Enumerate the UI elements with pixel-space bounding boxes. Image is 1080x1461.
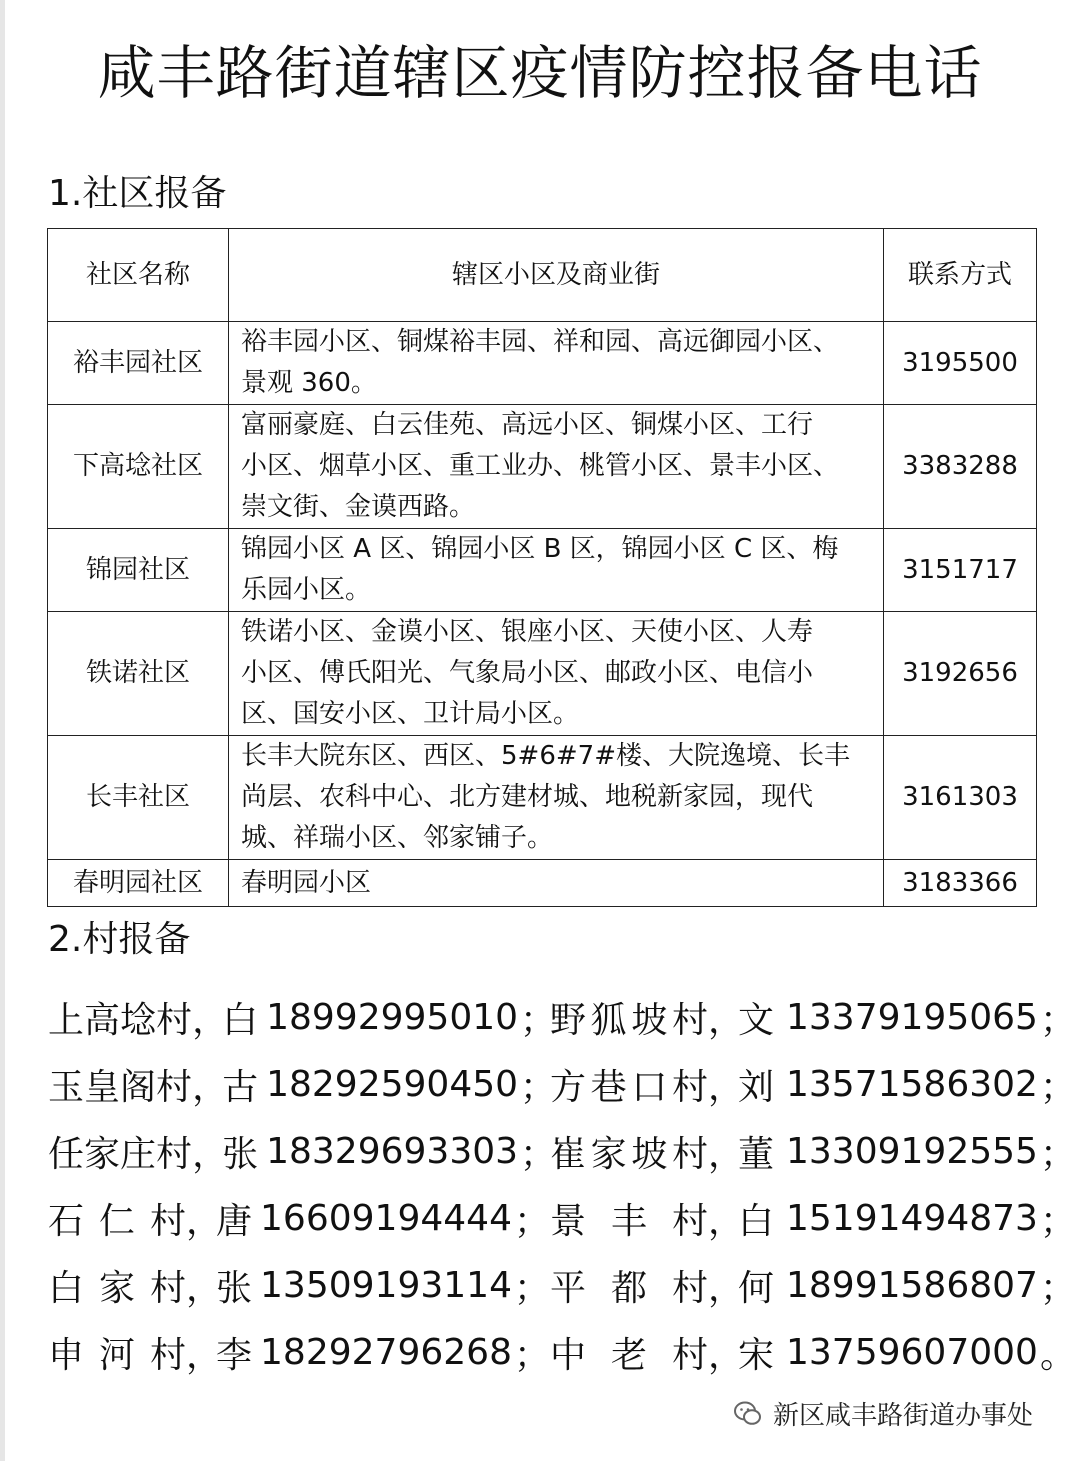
header-contact: 联系方式 (884, 229, 1037, 322)
contact-person: 白 (222, 1000, 259, 1041)
village-entry (550, 1126, 1076, 1177)
entry-punctuation: ； (513, 1268, 550, 1309)
village-name: 崔 家 坡 村 (550, 1134, 708, 1175)
village-name: 石 仁 村 (48, 1201, 187, 1242)
contact-phone: 13379195065 (786, 997, 1038, 1038)
area-line: 小区、傅氏阳光、气象局小区、邮政小区、电信小 (241, 658, 814, 688)
village-name: 上 高 埝 村 (48, 1000, 193, 1041)
area-cell (229, 322, 884, 405)
contact-phone: 13571586302 (786, 1064, 1038, 1105)
separator: ， (186, 1335, 223, 1376)
village-line (48, 984, 1076, 1051)
village-entry (48, 1193, 550, 1244)
village-line (48, 1252, 1076, 1319)
area-cell (229, 612, 884, 736)
community-name-cell: 铁诺社区 (48, 612, 229, 736)
contact-person: 白 (738, 1201, 775, 1242)
contact-phone: 13509193114 (260, 1265, 512, 1306)
area-line: 富丽豪庭、白云佳苑、高远小区、铜煤小区、工行 (241, 410, 814, 440)
table-header-row (48, 229, 1037, 322)
village-entry (550, 1059, 1076, 1110)
area-line: 长丰大院东区、西区、5#6#7#楼、大院逸境、长丰 (241, 741, 850, 771)
contact-person: 董 (738, 1134, 775, 1175)
contact-phone-cell: 3183366 (884, 860, 1037, 907)
contact-person: 何 (738, 1268, 775, 1309)
community-name-cell: 锦园社区 (48, 529, 229, 612)
village-entry (48, 1327, 550, 1378)
header-area: 辖区小区及商业街 (229, 229, 884, 322)
table-row (48, 612, 1037, 736)
village-entry (550, 992, 1076, 1043)
village-name: 野 狐 坡 村 (550, 1000, 708, 1041)
contact-phone: 18292590450 (266, 1064, 519, 1105)
village-line (48, 1051, 1076, 1118)
contact-person: 李 (216, 1335, 253, 1376)
village-entry (48, 1059, 557, 1110)
village-entry (48, 1126, 557, 1177)
area-line: 区、国安小区、卫计局小区。 (241, 699, 580, 729)
area-line: 尚层、农科中心、北方建材城、地税新家园，现代 (241, 782, 814, 812)
village-entry (48, 992, 557, 1043)
area-line: 春明园小区 (241, 867, 372, 898)
entry-punctuation: ； (1039, 1000, 1076, 1041)
table-row (48, 860, 1037, 907)
entry-punctuation: ； (513, 1201, 550, 1242)
contact-person: 宋 (738, 1335, 775, 1376)
separator: ， (708, 1201, 745, 1242)
separator: ， (186, 1268, 223, 1309)
area-cell (229, 405, 884, 529)
village-list (48, 984, 1076, 1386)
area-cell (229, 529, 884, 612)
area-line: 景观 360。 (241, 368, 377, 398)
contact-person: 张 (222, 1134, 259, 1175)
section-heading-village: 2.村报备 (48, 919, 191, 960)
entry-punctuation: ； (520, 1000, 557, 1041)
footer-text: 新区咸丰路街道办事处 (773, 1401, 1034, 1431)
header-community-name: 社区名称 (48, 229, 229, 322)
contact-person: 张 (216, 1268, 253, 1309)
entry-punctuation: ； (1039, 1201, 1076, 1242)
village-line (48, 1118, 1076, 1185)
section-heading-community: 1.社区报备 (48, 173, 227, 214)
village-entry (550, 1193, 1076, 1244)
contact-phone: 16609194444 (260, 1198, 512, 1239)
village-entry (48, 1260, 550, 1311)
village-name: 任 家 庄 村 (48, 1134, 193, 1175)
community-name-cell: 下高埝社区 (48, 405, 229, 529)
separator: ， (708, 1000, 745, 1041)
wechat-icon (733, 1399, 763, 1429)
village-name: 方 巷 口 村 (550, 1067, 708, 1108)
table-row (48, 529, 1037, 612)
contact-phone-cell: 3383288 (884, 405, 1037, 529)
contact-phone: 13759607000 (786, 1332, 1038, 1373)
contact-phone: 18991586807 (786, 1265, 1038, 1306)
entry-punctuation: ； (520, 1134, 557, 1175)
contact-phone: 15191494873 (786, 1198, 1038, 1239)
entry-punctuation: ； (1039, 1134, 1076, 1175)
contact-phone-cell: 3161303 (884, 736, 1037, 860)
entry-punctuation: 。 (1039, 1335, 1076, 1376)
area-cell (229, 736, 884, 860)
contact-phone-cell: 3195500 (884, 322, 1037, 405)
village-name: 平 都 村 (550, 1268, 708, 1309)
separator: ， (186, 1201, 223, 1242)
community-name-cell: 春明园社区 (48, 860, 229, 907)
footer-account (733, 1395, 1033, 1432)
left-edge-divider (0, 0, 5, 1461)
contact-phone-cell: 3151717 (884, 529, 1037, 612)
area-line: 锦园小区 A 区、锦园小区 B 区，锦园小区 C 区、梅 (241, 534, 839, 564)
entry-punctuation: ； (513, 1335, 550, 1376)
page-title: 咸丰路街道辖区疫情防控报备电话 (97, 39, 983, 107)
village-name: 景 丰 村 (550, 1201, 708, 1242)
contact-phone: 18992995010 (266, 997, 519, 1038)
community-table (47, 228, 1037, 907)
community-name-cell: 裕丰园社区 (48, 322, 229, 405)
village-line (48, 1319, 1076, 1386)
area-line: 城、祥瑞小区、邻家铺子。 (241, 823, 554, 853)
table-row (48, 322, 1037, 405)
village-name: 玉 皇 阁 村 (48, 1067, 193, 1108)
separator: ， (708, 1268, 745, 1309)
community-name-cell: 长丰社区 (48, 736, 229, 860)
area-line: 铁诺小区、金谟小区、银座小区、天使小区、人寿 (241, 617, 814, 647)
contact-phone: 18292796268 (260, 1332, 512, 1373)
separator: ， (192, 1000, 229, 1041)
contact-phone: 18329693303 (266, 1131, 519, 1172)
contact-phone: 13309192555 (786, 1131, 1038, 1172)
area-line: 崇文街、金谟西路。 (241, 492, 476, 522)
separator: ， (708, 1335, 745, 1376)
separator: ， (192, 1134, 229, 1175)
area-line: 裕丰园小区、铜煤裕丰园、祥和园、高远御园小区、 (241, 327, 840, 357)
village-entry (550, 1327, 1076, 1378)
area-line: 乐园小区。 (241, 575, 372, 605)
contact-phone-cell: 3192656 (884, 612, 1037, 736)
village-entry (550, 1260, 1076, 1311)
area-line: 小区、烟草小区、重工业办、桃管小区、景丰小区、 (241, 451, 840, 481)
contact-person: 古 (222, 1067, 259, 1108)
village-line (48, 1185, 1076, 1252)
table-row (48, 405, 1037, 529)
village-name: 申 河 村 (48, 1335, 187, 1376)
village-name: 中 老 村 (550, 1335, 708, 1376)
contact-person: 刘 (738, 1067, 775, 1108)
separator: ， (192, 1067, 229, 1108)
village-name: 白 家 村 (48, 1268, 187, 1309)
contact-person: 文 (738, 1000, 775, 1041)
separator: ， (708, 1067, 745, 1108)
entry-punctuation: ； (520, 1067, 557, 1108)
area-cell (229, 860, 884, 907)
contact-person: 唐 (216, 1201, 253, 1242)
entry-punctuation: ； (1039, 1067, 1076, 1108)
separator: ， (708, 1134, 745, 1175)
table-row (48, 736, 1037, 860)
entry-punctuation: ； (1039, 1268, 1076, 1309)
